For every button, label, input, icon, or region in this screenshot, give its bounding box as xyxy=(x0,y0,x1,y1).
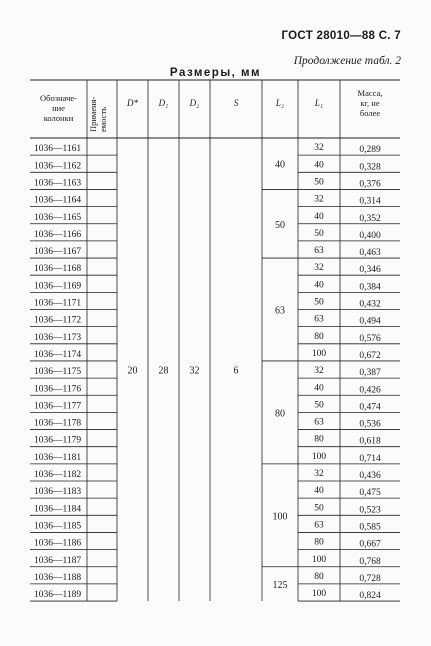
table-row-L1: 40 xyxy=(314,280,324,291)
merged-S: 6 xyxy=(233,365,239,377)
table-row-L1: 40 xyxy=(314,486,324,497)
table-row-designation: 1036—1186 xyxy=(34,538,82,549)
table-row-designation: 1036—1187 xyxy=(34,555,82,566)
table-row-mass: 0,314 xyxy=(359,196,381,207)
table-row-mass: 0,376 xyxy=(359,179,381,190)
table-row-designation: 1036—1184 xyxy=(34,504,82,515)
table-row-L1: 32 xyxy=(314,366,324,377)
table-row-mass: 0,523 xyxy=(359,505,381,516)
table-row-designation: 1036—1181 xyxy=(34,452,82,463)
table-row-L1: 63 xyxy=(314,417,324,428)
table-row-L2: 40 xyxy=(275,159,285,171)
table-row-L1: 80 xyxy=(314,571,324,582)
table-row-L1: 100 xyxy=(311,589,327,600)
table-row-mass: 0,618 xyxy=(359,436,381,447)
table-row-mass: 0,672 xyxy=(359,350,381,361)
header-D1: D₁ xyxy=(158,98,169,108)
header-mass: кг, не xyxy=(360,98,380,108)
table-row-mass: 0,384 xyxy=(359,282,381,293)
table-row-L2: 125 xyxy=(272,579,288,591)
table-row-designation: 1036—1185 xyxy=(34,521,82,532)
table-row-designation: 1036—1165 xyxy=(34,212,82,223)
header-mass: Масса, xyxy=(357,88,383,98)
table-row-mass: 0,289 xyxy=(359,145,381,156)
table-row-mass: 0,474 xyxy=(359,402,381,413)
table-row-L1: 50 xyxy=(314,228,324,239)
page-header: ГОСТ 28010—88 С. 7 xyxy=(281,30,401,42)
merged-D: 20 xyxy=(127,365,138,377)
table-row-L1: 32 xyxy=(314,263,324,274)
table-row-designation: 1036—1168 xyxy=(34,264,82,275)
table-row-mass: 0,432 xyxy=(359,299,381,310)
table-row-mass: 0,346 xyxy=(359,265,381,276)
table-row-L1: 80 xyxy=(314,537,324,548)
table-row-L1: 50 xyxy=(314,400,324,411)
table-row-designation: 1036—1163 xyxy=(34,178,82,189)
header-L2: L₂ xyxy=(275,98,285,108)
table-row-mass: 0,426 xyxy=(359,385,381,396)
table-row-designation: 1036—1176 xyxy=(34,384,82,395)
table-title: Размеры, мм xyxy=(169,67,262,79)
table-row-L1: 80 xyxy=(314,434,324,445)
table-row-L1: 50 xyxy=(314,177,324,188)
header-applicability: емость xyxy=(98,107,108,132)
header-L1: L₁ xyxy=(314,98,324,108)
table-row-designation: 1036—1173 xyxy=(34,332,82,343)
table-row-designation: 1036—1171 xyxy=(34,298,82,309)
table-row-L2: 80 xyxy=(275,408,285,420)
table-row-L2: 50 xyxy=(275,219,285,231)
table-row-L1: 32 xyxy=(314,194,324,205)
table-continuation: Продолжение табл. 2 xyxy=(293,55,401,67)
table-row-mass: 0,576 xyxy=(359,333,381,344)
table-row-designation: 1036—1182 xyxy=(34,470,82,480)
table-row-L2: 100 xyxy=(272,511,288,523)
table-row-mass: 0,400 xyxy=(359,230,381,241)
table-row-mass: 0,494 xyxy=(359,316,381,327)
table-row-L1: 63 xyxy=(314,520,324,531)
table-row-mass: 0,768 xyxy=(359,556,381,567)
table-row-L1: 63 xyxy=(314,246,324,257)
table-row-designation: 1036—1164 xyxy=(34,195,82,206)
table-row-designation: 1036—1166 xyxy=(34,229,82,240)
header-designation: колонки xyxy=(43,113,74,123)
header-S: S xyxy=(233,98,239,108)
table-row-designation: 1036—1161 xyxy=(34,144,82,155)
table-row-L1: 100 xyxy=(311,348,327,359)
table-row-L1: 32 xyxy=(314,469,324,479)
table-row-L1: 100 xyxy=(311,554,327,565)
table-row-mass: 0,824 xyxy=(359,591,381,602)
table-row-designation: 1036—1178 xyxy=(34,418,82,429)
table-row-mass: 0,714 xyxy=(359,453,381,464)
table-row-mass: 0,667 xyxy=(359,539,381,550)
table-row-L1: 50 xyxy=(314,503,324,514)
table-row-designation: 1036—1174 xyxy=(34,349,82,360)
table-row-mass: 0,585 xyxy=(359,522,381,533)
header-D: D* xyxy=(127,98,138,108)
header-designation: Обозначе- xyxy=(40,93,77,103)
table-row-designation: 1036—1183 xyxy=(34,487,82,498)
table-row-L1: 50 xyxy=(314,297,324,308)
table-row-L1: 32 xyxy=(314,143,324,154)
header-applicability: Применя- xyxy=(88,96,98,132)
header-mass: более xyxy=(359,108,381,118)
merged-D2: 32 xyxy=(189,365,200,377)
table-row-L1: 80 xyxy=(314,331,324,342)
merged-D1: 28 xyxy=(158,365,169,377)
table-row-L2: 63 xyxy=(275,305,285,317)
table-row-designation: 1036—1172 xyxy=(34,315,82,326)
table-row-designation: 1036—1189 xyxy=(34,590,82,601)
table-row-mass: 0,475 xyxy=(359,488,381,499)
table-row-L1: 40 xyxy=(314,383,324,394)
table-row-L1: 40 xyxy=(314,160,324,171)
table-row-mass: 0,352 xyxy=(359,213,381,224)
table-row-mass: 0,387 xyxy=(359,368,381,379)
table-row-designation: 1036—1162 xyxy=(34,161,82,172)
table-row-designation: 1036—1175 xyxy=(34,367,82,378)
header-D2: D₂ xyxy=(189,98,200,108)
table-row-designation: 1036—1188 xyxy=(34,572,82,583)
table-row-mass: 0,463 xyxy=(359,248,381,259)
table-row-mass: 0,728 xyxy=(359,573,381,584)
table-row-designation: 1036—1179 xyxy=(34,435,82,446)
table-row-designation: 1036—1169 xyxy=(34,281,82,292)
table-row-L1: 63 xyxy=(314,314,324,325)
table-row-mass: 0,536 xyxy=(359,419,381,430)
table-row-mass: 0,436 xyxy=(359,471,381,481)
header-designation: ние xyxy=(52,103,65,113)
table-row-designation: 1036—1177 xyxy=(34,401,82,412)
table-row-L1: 40 xyxy=(314,211,324,222)
table-row-mass: 0,328 xyxy=(359,162,381,173)
table-row-designation: 1036—1167 xyxy=(34,247,82,258)
table-row-L1: 100 xyxy=(311,451,327,462)
